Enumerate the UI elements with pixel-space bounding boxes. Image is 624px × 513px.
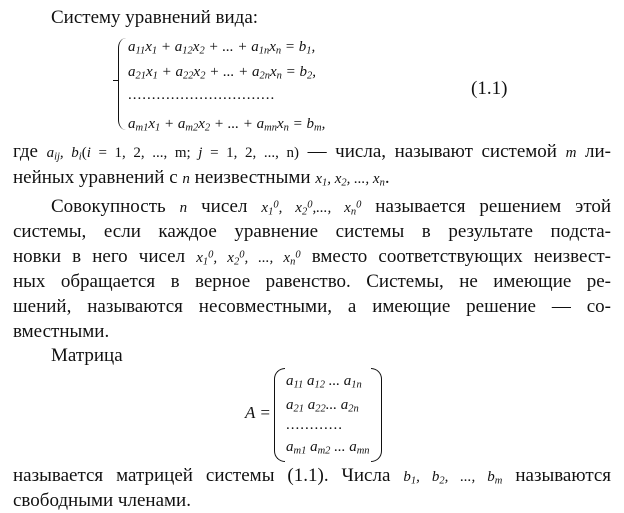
matrix-left-paren [274, 368, 285, 462]
equation-row-2: $a_{21}x_1 + a_{22}x_2$ + ... + $a_{2n}x_n = b_2$, [128, 64, 317, 82]
intro-text: Систему уравнений вида: [51, 7, 259, 28]
equation-row-1: $a_{11}x_1 + a_{12}x_2$ + ... + $a_{1n}x_n = b_1$, [128, 39, 316, 57]
matrix-label: A = [245, 403, 271, 422]
equation-row-m: $a_{m1}x_1 + a_{m2}x_2$ + ... + $a_{mn}x_n = b_m$, [128, 116, 326, 134]
final-line-1: называется матрицей системы (1.1). Числа $b_1$, $b_2$, ..., $b_m$ называются [13, 465, 612, 487]
equation-number: (1.1) [471, 78, 508, 99]
para2-line-1: Совокупность n чисел $x_1^0$, $x_2^0$,..., $x_n^0$ называется решением этой [51, 196, 612, 218]
para2-line-3: новки в него чисел $x_1^0$, $x_2^0$, ..., $x_n^0$ вместо соответствующих неизвест- [13, 246, 611, 268]
matrix-right-paren [371, 368, 382, 462]
para2-line-6: вместными. [13, 321, 110, 342]
para2-line-5: шений, называются несовместными, а имеющие решение — со- [13, 296, 611, 317]
where-line: где $a_{ij}$, $b_i(i = 1$, 2, ..., m; j = 1, 2, ..., n) — числа, называют системой m ли- [13, 141, 612, 163]
para2-line-2: системы, если каждое уравнение системы в результате подста- [13, 221, 611, 242]
where-line-2: нейных уравнений с n неизвестными $x_1$, $x_2$, ..., $x_n$. [13, 167, 390, 189]
final-line-2: свободными членами. [13, 490, 191, 511]
matrix-word: Матрица [51, 345, 123, 366]
matrix-row-m: $a_{m1}$ $a_{m2}$ ... $a_{mn}$ [286, 439, 370, 457]
matrix-row-1: $a_{11}$ $a_{12}$ ... $a_{1n}$ [286, 373, 362, 391]
para2-line-4: ных обращается в верное равенство. Системы, не имеющие ре- [13, 271, 611, 292]
equation-system [118, 36, 348, 136]
matrix-row-2: $a_{21}$ $a_{22}$... $a_{2n}$ [286, 397, 359, 415]
matrix-row-dots: ............ [286, 417, 343, 433]
left-brace [118, 38, 127, 130]
equation-row-dots: ............................... [128, 87, 276, 103]
